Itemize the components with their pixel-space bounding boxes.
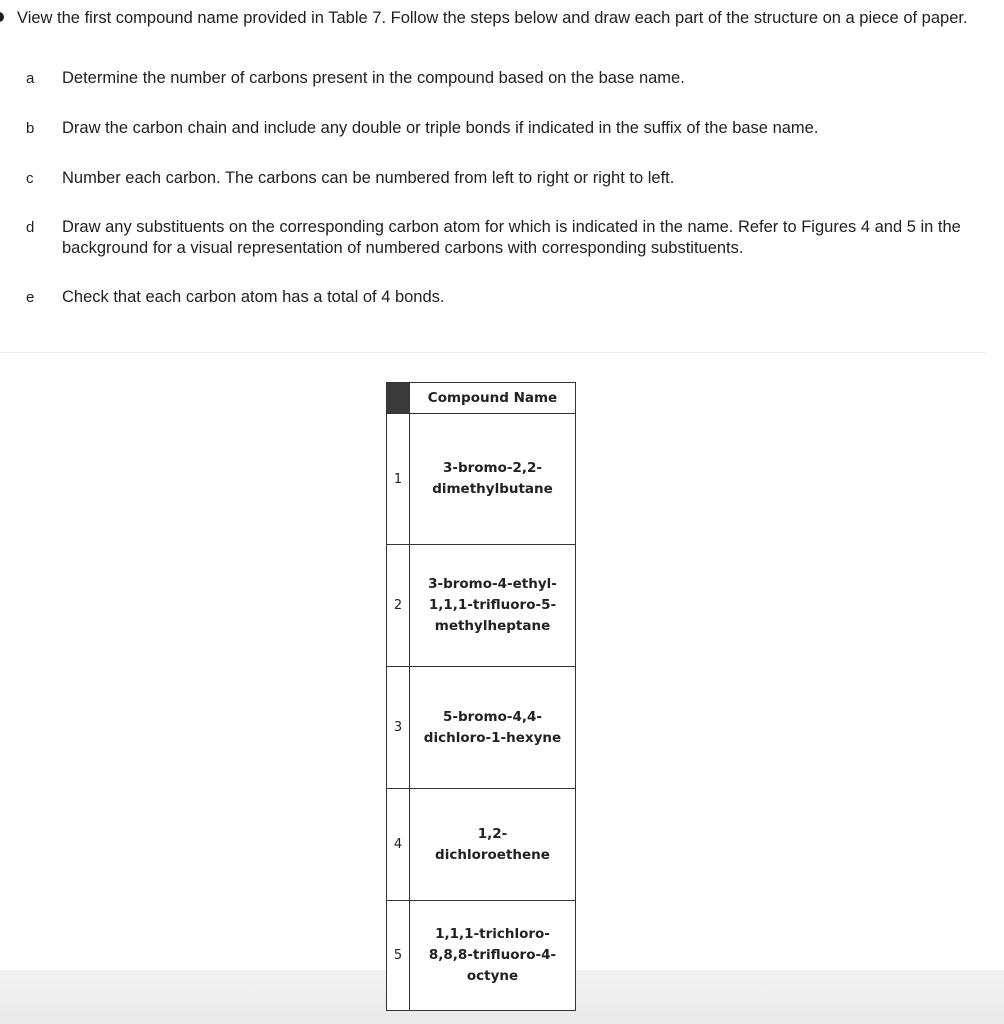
step-letter: e — [26, 289, 35, 306]
compound-name-line: 3-bromo-2,2- — [442, 460, 543, 476]
row-number: 5 — [387, 901, 410, 1011]
question-intro: View the first compound name provided in Table 7. Follow the steps below and draw each part of the structure on a piece of paper. — [17, 9, 968, 27]
compound-table-image — [386, 382, 576, 1011]
table-row — [387, 901, 576, 1011]
table-row — [387, 789, 576, 901]
step-text: Draw any substituents on the corresponding carbon atom for which is indicated in the name. Refer to Figures 4 and 5 in the background for a visual representation of numbered carbons with corresponding substituents. — [62, 218, 961, 257]
compound-name-line: dichloroethene — [435, 846, 550, 863]
table-header-compound-name: Compound Name — [410, 383, 576, 414]
compound-name-cell — [410, 789, 576, 901]
step-letter: c — [26, 170, 34, 187]
table-header-row — [387, 383, 576, 414]
compound-name-cell — [410, 545, 576, 667]
step-letter: b — [26, 120, 35, 137]
step-text: Draw the carbon chain and include any double or triple bonds if indicated in the suffix of the base name. — [62, 119, 819, 137]
step-text: Number each carbon. The carbons can be numbered from left to right or right to left. — [62, 169, 675, 187]
compound-name-line: dichloro-1-hexyne — [423, 729, 562, 746]
compound-name-line: 5-bromo-4,4- — [442, 708, 543, 725]
compound-name-cell — [410, 414, 576, 545]
compound-name-cell — [410, 667, 576, 789]
compound-name-line: 3-bromo-4-ethyl- — [428, 576, 557, 592]
table-row — [387, 414, 576, 545]
compound-name-line: octyne — [466, 968, 519, 984]
table-row — [387, 667, 576, 789]
compound-name-line: 1,1,1-trifluoro-5- — [428, 597, 557, 613]
step-text: Check that each carbon atom has a total of 4 bonds. — [62, 288, 445, 306]
table-header-number-cell — [387, 383, 410, 414]
row-number: 1 — [387, 414, 410, 545]
compound-name-line: dimethylbutane — [432, 481, 553, 497]
row-number: 4 — [387, 789, 410, 901]
compound-name-line: methylheptane — [434, 618, 551, 634]
step-letter: d — [26, 219, 35, 236]
table-row — [387, 545, 576, 667]
section-divider — [0, 352, 986, 353]
compound-name-line: 8,8,8-trifluoro-4- — [428, 947, 557, 963]
row-number: 3 — [387, 667, 410, 789]
step-text: Determine the number of carbons present in the compound based on the base name. — [62, 69, 685, 87]
compound-name-cell — [410, 901, 576, 1011]
bullet-icon — [0, 12, 4, 22]
row-number: 2 — [387, 545, 410, 667]
compound-table — [386, 382, 576, 1011]
compound-name-line: 1,2- — [477, 825, 508, 842]
compound-name-line: 1,1,1-trichloro- — [435, 926, 550, 942]
step-letter: a — [26, 70, 35, 87]
